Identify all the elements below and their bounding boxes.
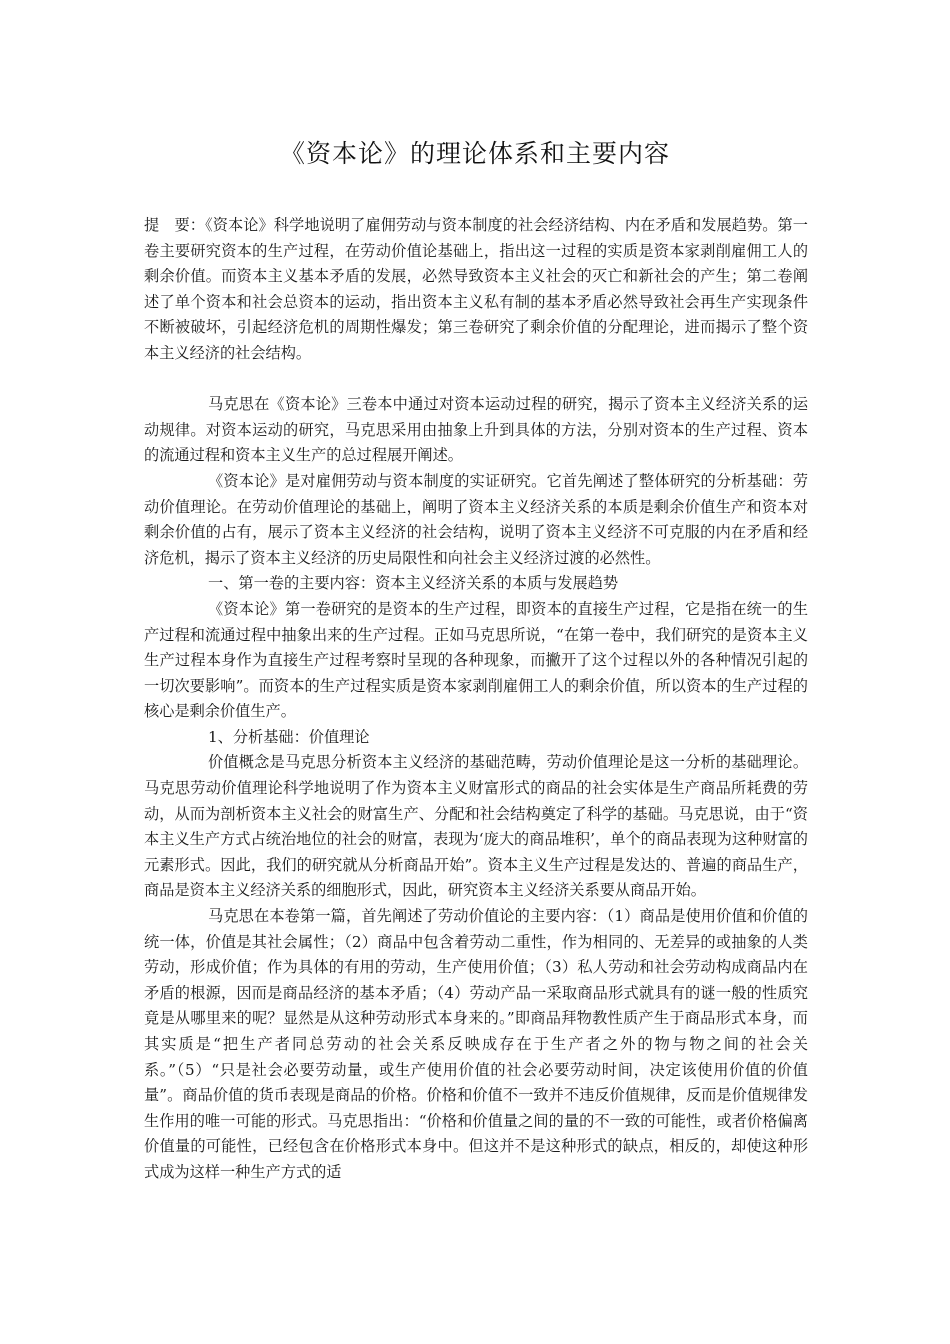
abstract-paragraph: 提 要：《资本论》科学地说明了雇佣劳动与资本制度的社会经济结构、内在矛盾和发展趋势。第一卷主要研究资本的生产过程，在劳动价值论基础上，指出这一过程的实质是资本家剥削雇佣工人的剩余价值。而资本主义基本矛盾的发展，必然导致资本主义社会的灭亡和新社会的产生；第二卷阐述了单个资本和社会总资本的运动，指出资本主义私有制的基本矛盾必然导致社会再生产实现条件不断被破坏，引起经济危机的周期性爆发；第三卷研究了剩余价值的分配理论，进而揭示了整个资本主义经济的社会结构。 xyxy=(144,216,808,362)
body-paragraph: 《资本论》是对雇佣劳动与资本制度的实证研究。它首先阐述了整体研究的分析基础：劳动价值理论。在劳动价值理论的基础上，阐明了资本主义经济关系的本质是剩余价值生产和资本对剩余价值的占有，展示了资本主义经济的社会结构，说明了资本主义经济不可克服的内在矛盾和经济危机，揭示了资本主义经济的历史局限性和向社会主义经济过渡的必然性。 xyxy=(144,471,808,567)
body-paragraph: 马克思在本卷第一篇，首先阐述了劳动价值论的主要内容：（1）商品是使用价值和价值的统一体，价值是其社会属性；（2）商品中包含着劳动二重性，作为相同的、无差异的或抽象的人类劳动，形成价值；作为具体的有用的劳动，生产使用价值；（3）私人劳动和社会劳动构成商品内在矛盾的根源，因而是商品经济的基本矛盾；（4）劳动产品一采取商品形式就具有的谜一般的性质究竟是从哪里来的呢？显然是从这种劳动形式本身来的。”即商品拜物教性质产生于商品形式本身，而其实质是“把生产者同总劳动的社会关系反映成存在于生产者之外的物与物之间的社会关系。”（5）“只是社会必要劳动量，或生产使用价值的社会必要劳动时间，决定该使用价值的价值量”。商品价值的货币表现是商品的价格。价格和价值不一致并不违反价值规律，反而是价值规律发生作用的唯一可能的形式。马克思指出：“价格和价值量之间的量的不一致的可能性，或者价格偏离价值量的可能性，已经包含在价格形式本身中。但这并不是这种形式的缺点，相反的，却使这种形式成为这样一种生产方式的适 xyxy=(144,907,808,1181)
section-heading: 一、第一卷的主要内容：资本主义经济关系的本质与发展趋势 xyxy=(208,574,619,593)
body-paragraph: 价值概念是马克思分析资本主义经济的基础范畴，劳动价值理论是这一分析的基础理论。马克思劳动价值理论科学地说明了作为资本主义财富形式的商品的社会实体是生产商品所耗费的劳动，从而为剖析资本主义社会的财富生产、分配和社会结构奠定了科学的基础。马克思说，由于“资本主义生产方式占统治地位的社会的财富，表现为‘庞大的商品堆积’，单个的商品表现为这种财富的元素形式。因此，我们的研究就从分析商品开始”。资本主义生产过程是发达的、普遍的商品生产，商品是资本主义经济关系的细胞形式，因此，研究资本主义经济关系要从商品开始。 xyxy=(144,753,808,900)
body-paragraph: 《资本论》第一卷研究的是资本的生产过程，即资本的直接生产过程，它是指在统一的生产过程和流通过程中抽象出来的生产过程。正如马克思所说，“在第一卷中，我们研究的是资本主义生产过程本身作为直接生产过程考察时呈现的各种现象，而撇开了这个过程以外的各种情况引起的一切次要影响”。而资本的生产过程实质是资本家剥削雇佣工人的剩余价值，所以资本的生产过程的核心是剩余价值生产。 xyxy=(144,599,808,721)
document-body xyxy=(144,213,808,1186)
subsection-heading: 1、分析基础：价值理论 xyxy=(208,727,370,746)
body-paragraph: 马克思在《资本论》三卷本中通过对资本运动过程的研究，揭示了资本主义经济关系的运动规律。对资本运动的研究，马克思采用由抽象上升到具体的方法，分别对资本的生产过程、资本的流通过程和资本主义生产的总过程展开阐述。 xyxy=(144,395,808,465)
document-title: 《资本论》的理论体系和主要内容 xyxy=(279,139,670,168)
